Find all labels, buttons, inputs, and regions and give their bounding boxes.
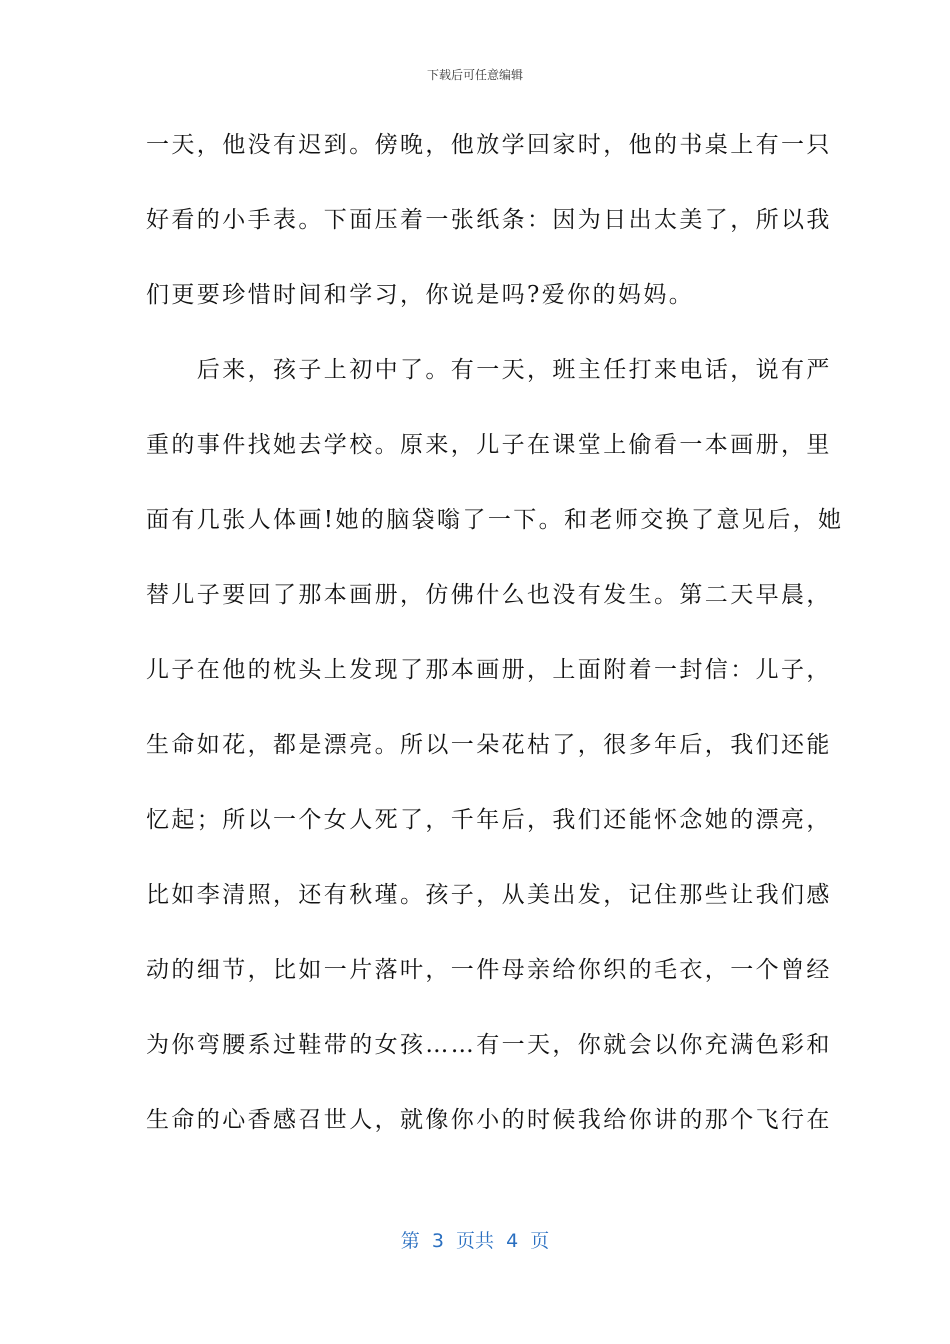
text-line: 比如李清照，还有秋瑾。孩子，从美出发，记住那些让我们感 (146, 882, 832, 908)
text-line: 生命如花，都是漂亮。所以一朵花枯了，很多年后，我们还能 (146, 732, 832, 758)
text-line: 一天，他没有迟到。傍晚，他放学回家时，他的书桌上有一只 (146, 132, 832, 158)
text-line: 们更要珍惜时间和学习，你说是吗?爱你的妈妈。 (146, 282, 695, 308)
text-line: 面有几张人体画!她的脑袋嗡了一下。和老师交换了意见后，她 (146, 507, 844, 533)
page-number-footer: 第 3 页共 4 页 (400, 1230, 550, 1252)
text-line: 重的事件找她去学校。原来，儿子在课堂上偷看一本画册，里 (146, 432, 832, 458)
text-line: 忆起；所以一个女人死了，千年后，我们还能怀念她的漂亮， (146, 807, 832, 833)
text-line: 好看的小手表。下面压着一张纸条：因为日出太美了，所以我 (146, 207, 832, 233)
text-line: 后来，孩子上初中了。有一天，班主任打来电话，说有严 (146, 357, 832, 383)
text-line: 动的细节，比如一片落叶，一件母亲给你织的毛衣，一个曾经 (146, 957, 832, 983)
text-line: 替儿子要回了那本画册，仿佛什么也没有发生。第二天早晨， (146, 582, 832, 608)
text-line: 儿子在他的枕头上发现了那本画册，上面附着一封信：儿子， (146, 657, 832, 683)
text-line: 生命的心香感召世人，就像你小的时候我给你讲的那个飞行在 (146, 1107, 832, 1133)
header-note: 下载后可任意编辑 (426, 68, 523, 82)
text-line: 为你弯腰系过鞋带的女孩……有一天，你就会以你充满色彩和 (146, 1032, 832, 1058)
